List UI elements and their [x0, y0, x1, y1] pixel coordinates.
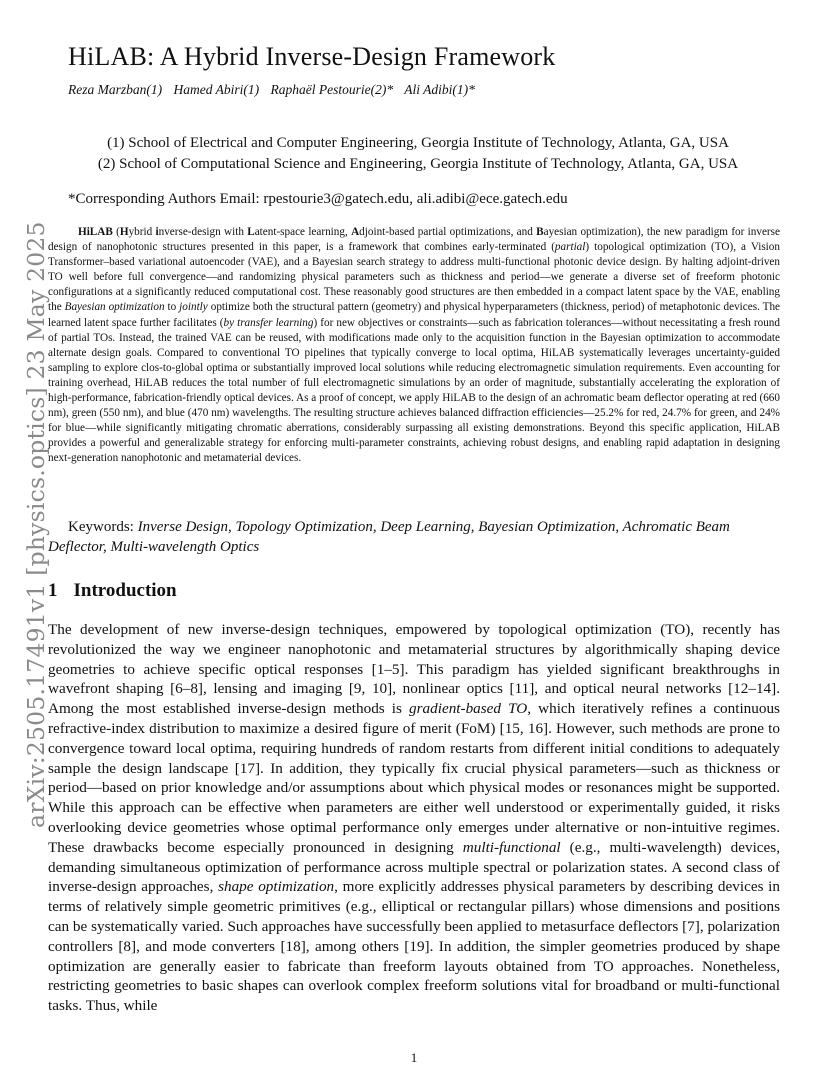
author-name: Hamed Abiri(1): [173, 82, 260, 97]
acronym-letter: A: [351, 226, 360, 238]
abstract-text: to: [164, 301, 180, 314]
acronym-letter: B: [536, 226, 544, 238]
keywords: [48, 518, 780, 557]
abstract: HiLAB (Hybrid inverse-design with Latent-space learning, Adjoint-based partial optimizations, and Bayesian optimization), the new paradigm for inverse design of nanophotonic structures presented in this paper, is a framework that combines early-terminated (partial) topological optimization (TO), a Vision Transformer–based variational autoencoder (VAE), and a Bayesian search strategy to address multi-functional photonic device design. By halting adjoint-driven TO well before full convergence—and randomizing physical parameters such as thickness and period—we generate a diverse set of freeform photonic configurations at a significantly reduced computational cost. These reasonably good structures are then embedded in a compact latent space by the VAE, enabling the Bayesian optimization to jointly optimize both the structural pattern (geometry) and physical hyperparameters (thickness, period) of metaphotonic devices. The learned latent space further facilitates (by transfer learning) for new objectives or constraints—such as fabrication tolerances—without necessitating a fresh round of partial TOs. Instead, the trained VAE can be reused, with modifications made only to the acquisition function in the Bayesian optimization to accommodate alternate design goals. Compared to conventional TO pipelines that typically converge to local optima, HiLAB systematically leverages uncertainty-guided sampling to explore clos-to-global optima or substantially improved local solutions while reducing electromagnetic simulation requirements. Even accounting for training overhead, HiLAB reduces the total number of full electromagnetic simulations by an order of magnitude, substantially accelerating the exploration of high-performance, fabrication-friendly optical devices. As a proof of concept, we apply HiLAB to the design of an achromatic beam deflector operating at red (660 nm), green (550 nm), and blue (470 nm) wavelengths. The resulting structure achieves balanced diffraction efficiencies—25.2% for red, 24.7% for green, and 24% for blue—while significantly mitigating chromatic aberrations, considerably surpassing all existing demonstrations. Beyond this specific application, HiLAB provides a powerful and generalizable strategy for enforcing multi-parameter constraints, achieving robust designs, and enabling rapid adaptation in designing next-generation nanophotonic and metamaterial devices.: [48, 226, 781, 465]
body-emphasis: shape optimization: [218, 878, 335, 896]
acronym-rest: nverse-design with: [158, 226, 248, 238]
acronym-rest: atent-space learning,: [254, 226, 352, 238]
section-number: 1: [48, 580, 58, 601]
body-emphasis: multi-functional: [462, 838, 561, 856]
abstract-text: ), the new paradigm for inverse design of nanophotonic structures presented in this paper, is a framework that combines early-terminated (: [48, 226, 780, 254]
introduction-paragraph: [48, 620, 780, 1016]
keywords-value: Inverse Design, Topology Optimization, Deep Learning, Bayesian Optimization, Achromatic Beam Deflector, Multi-wavelength Optics: [48, 519, 730, 555]
body-text: , more explicitly addresses physical parameters by describing devices in terms of relatively simple geometric primitives (e.g., elliptical or rectangular pillars) whose dimensions and positions can be systematically varied. Such approaches have successfully been applied to metasurface deflectors [7], polarization controllers [8], and mode converters [18], among others [19]. In addition, the simpler geometries produced by shape optimization are generally easier to fabricate than freeform layouts obtained from TO approaches. Nonetheless, restricting geometries to basic shapes can overlook complex freeform solutions vital for broadband or multi-functional tasks. Thus, while: [48, 878, 780, 1015]
arxiv-identifier-stamp: arXiv:2505.17491v1 [physics.optics] 23 May 2025: [22, 221, 50, 828]
abstract-text: ) topological optimization (TO), a Vision Transformer–based variational autoencoder (VAE), and a Bayesian search strategy to address multi-functional photonic device design. By halting adjoint-driven TO well before full convergence—and randomizing physical parameters such as thickness and period—we generate a diverse set of freeform photonic configurations at a significantly reduced computational cost. These reasonably good structures are then embedded in a compact latent space by the VAE, enabling the: [48, 241, 780, 314]
abstract-emphasis: partial: [554, 241, 586, 254]
page-number: 1: [410, 1050, 418, 1065]
body-emphasis: gradient-based TO: [409, 700, 528, 718]
paper-title: HiLAB: A Hybrid Inverse-Design Framework: [68, 42, 556, 71]
acronym-letter: H: [119, 226, 129, 238]
abstract-text: ) for new objectives or constraints—such as fabrication tolerances—without necessitating a fresh round of partial TOs. Instead, the trained VAE can be reused, with modifications made only to the acquisition function in the Bayesian optimization to accommodate alternate design goals. Compared to conventional TO pipelines that typically converge to local optima, HiLAB systematically leverages uncertainty-guided sampling to explore clos-to-global optima or substantially improved local solutions while reducing electromagnetic simulation requirements. Even accounting for training overhead, HiLAB reduces the total number of full electromagnetic simulations by an order of magnitude, substantially accelerating the exploration of high-performance, fabrication-friendly optical devices. As a proof of concept, we apply HiLAB to the design of an achromatic beam deflector operating at red (660 nm), green (550 nm), and blue (470 nm) wavelengths. The resulting structure achieves balanced diffraction efficiencies—25.2% for red, 24.7% for green, and 24% for blue—while significantly mitigating chromatic aberrations, considerably surpassing all existing demonstrations. Beyond this specific application, HiLAB provides a powerful and generalizable strategy for enforcing multi-parameter constraints, achieving robust designs, and enabling rapid adaptation in designing next-generation nanophotonic and metamaterial devices.: [48, 316, 780, 465]
body-text: , which iteratively refines a continuous refractive-index distribution to maximize a desired figure of merit (FoM) [15, 16]. However, such methods are prone to convergence toward local optima, requiring hundreds of random restarts from different initial conditions to adequately sample the design landscape [17]. In addition, they typically fix crucial physical parameters—such as thickness or period—based on prior knowledge and/or assumptions about which physical modes or resonances might be supported. While this approach can be effective when parameters are either well understood or experimentally guided, it risks overlooking device geometries whose optimal performance only emerges under alternative or non-intuitive regimes. These drawbacks become especially pronounced in designing: [48, 700, 780, 856]
corresponding-authors: *Corresponding Authors Email: rpestourie3@gatech.edu, ali.adibi@ece.gatech.edu: [68, 191, 568, 207]
acronym-rest: ayesian optimization: [543, 226, 638, 238]
abstract-lead: HiLAB: [78, 226, 113, 238]
author-list: [68, 82, 483, 98]
abstract-text: optimize both the structural pattern (geometry) and physical hyperparameters (thickness, period) of metaphotonic devices. The learned latent space further facilitates (: [48, 301, 781, 329]
acronym-rest: ybrid: [128, 226, 156, 238]
author-name: Reza Marzban(1): [68, 82, 163, 97]
acronym-rest: djoint-based partial optimizations, and: [359, 226, 537, 238]
author-name: Ali Adibi(1)*: [404, 82, 475, 97]
affiliation-line: (2) School of Computational Science and Engineering, Georgia Institute of Technology, Atlanta, GA, USA: [97, 156, 739, 172]
acronym-letter: i: [155, 226, 159, 238]
affiliations: [48, 133, 788, 175]
abstract-emphasis: jointly: [179, 301, 208, 314]
section-title: Introduction: [73, 580, 177, 601]
author-name: Raphaël Pestourie(2)*: [270, 82, 394, 97]
section-heading: [48, 580, 177, 602]
affiliation-line: (1) School of Electrical and Computer Engineering, Georgia Institute of Technology, Atlanta, GA, USA: [107, 135, 729, 151]
keywords-label: Keywords:: [68, 519, 134, 535]
body-text: (e.g., multi-wavelength) devices, demanding simultaneous optimization of performance across multiple spectral or polarization states. A second class of inverse-design approaches,: [48, 838, 780, 896]
abstract-emphasis: by transfer learning: [223, 316, 314, 329]
acronym-letter: L: [247, 226, 255, 238]
body-text: The development of new inverse-design techniques, empowered by topological optimization (TO), recently has revolutionized the way we engineer nanophotonic and metamaterial structures by algorithmically shaping device geometries to achieve specific optical responses [1–5]. This paradigm has yielded significant breakthroughs in wavefront shaping [6–8], lensing and imaging [9, 10], nonlinear optics [11], and optical neural networks [12–14]. Among the most established inverse-design methods is: [48, 621, 780, 718]
abstract-emphasis: Bayesian optimization: [64, 301, 165, 314]
